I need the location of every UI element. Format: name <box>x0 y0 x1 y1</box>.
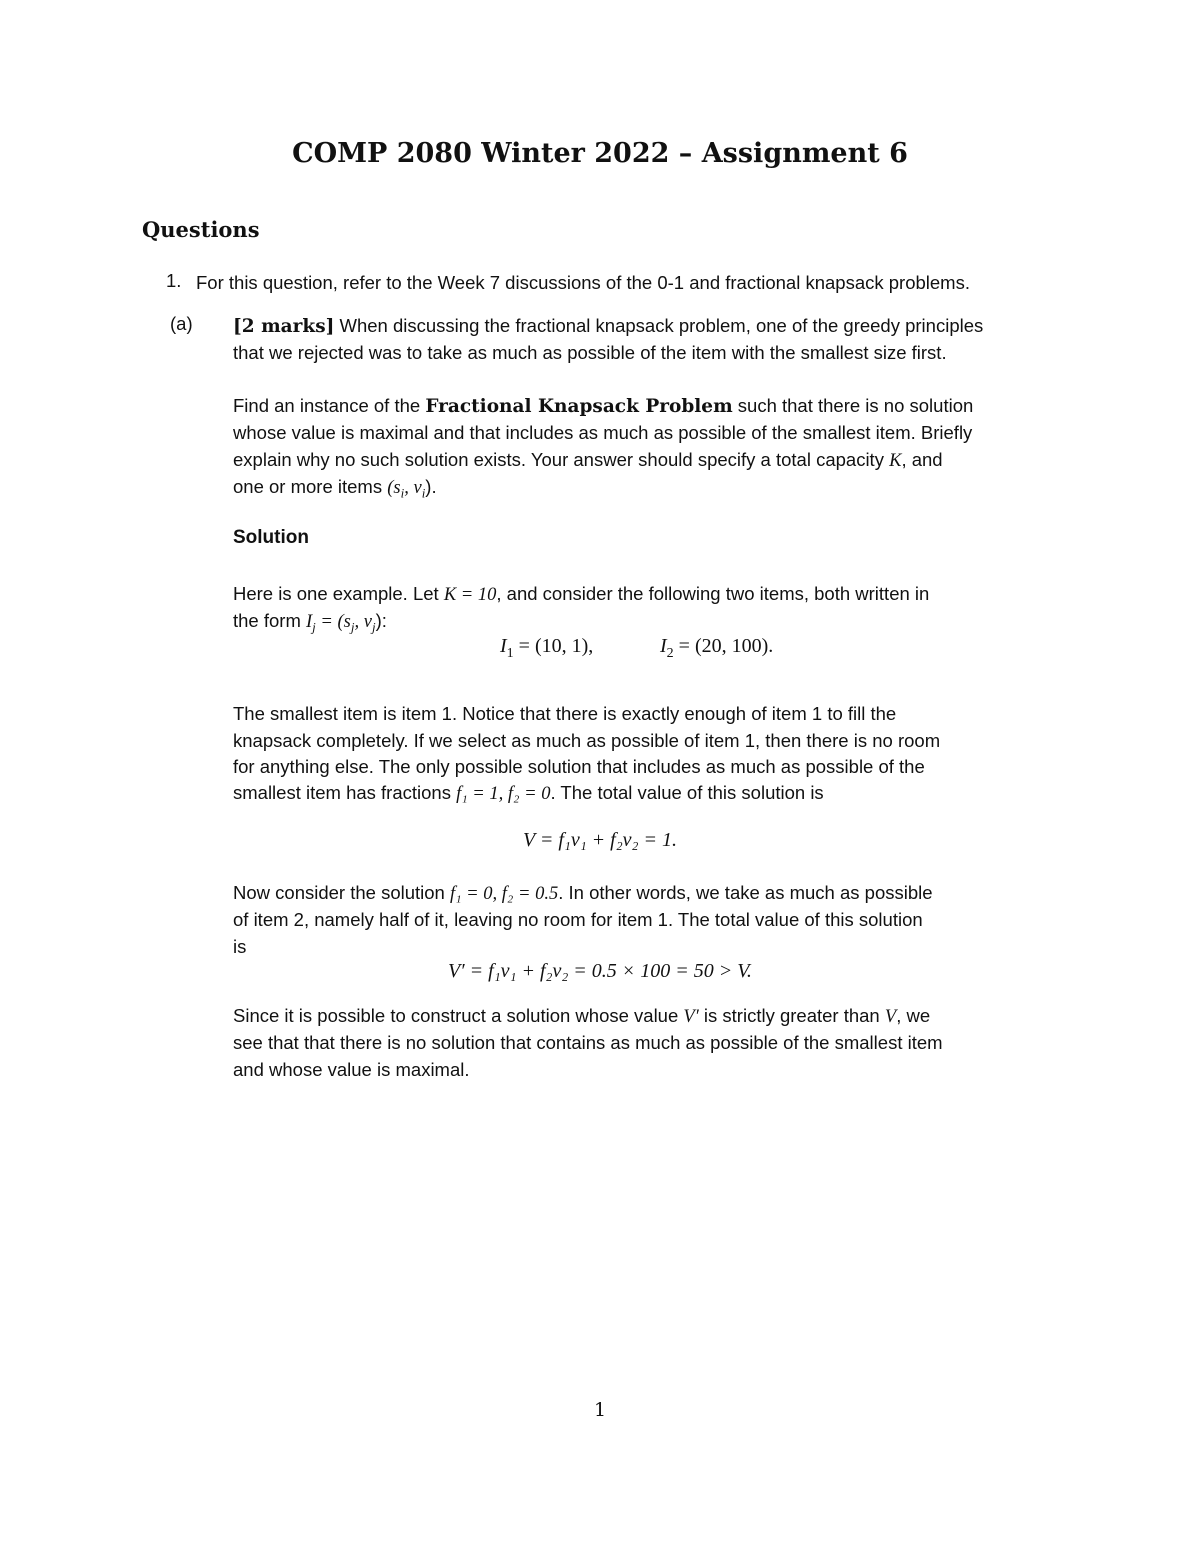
instruction-line-2: whose value is maximal and that includes as much as possible of the smallest item. Briefly <box>233 422 973 443</box>
math-text: I <box>306 612 313 632</box>
solution-line-9: is <box>233 936 247 957</box>
math-variable: I <box>660 635 667 657</box>
math-text: (s <box>387 478 401 498</box>
solution-text: Since it is possible to construct a solution whose value <box>233 1005 679 1026</box>
equation-value-v: V = f₁v₁ + f₂v₂ = 1. <box>522 829 678 851</box>
problem-name: Fractional Knapsack Problem <box>425 396 733 417</box>
math-subscript: j <box>312 619 316 635</box>
instruction-text: , and <box>901 449 943 470</box>
math-expression <box>387 478 426 501</box>
solution-line-5: for anything else. The only possible solution that includes as much as possible of the <box>233 756 925 777</box>
solution-text: , we <box>896 1005 931 1026</box>
math-text: , v <box>404 478 422 498</box>
instruction-text: one or more items <box>233 476 383 497</box>
math-variable: K <box>889 451 902 471</box>
solution-text: Now consider the solution <box>233 882 445 903</box>
math-variable: I <box>500 635 507 657</box>
page-number: 1 <box>593 1399 607 1421</box>
solution-line-2 <box>233 608 387 641</box>
math-variable: V <box>884 1007 897 1027</box>
subquestion-label: (a) <box>170 313 193 334</box>
math-expression: f₁ = 0, f₂ = 0.5 <box>449 884 559 904</box>
solution-heading: Solution <box>233 527 309 548</box>
math-subscript: i <box>400 485 405 501</box>
equation-items-2 <box>660 635 773 662</box>
math-text: = (10, 1), <box>513 635 594 657</box>
solution-line-12: and whose value is maximal. <box>233 1059 470 1080</box>
instruction-text: such that there is no solution <box>737 395 974 416</box>
instruction-line-3 <box>233 447 943 474</box>
solution-line-4: knapsack completely. If we select as much as possible of item 1, then there is no room <box>233 730 941 751</box>
instruction-text: explain why no such solution exists. Your answer should specify a total capacity <box>233 449 884 470</box>
equation-value-v-prime: V′ = f₁v₁ + f₂v₂ = 0.5 × 100 = 50 > V. <box>448 960 752 982</box>
solution-text: smallest item has fractions <box>233 782 451 803</box>
math-subscript: i <box>421 485 426 501</box>
solution-line-10 <box>233 1003 930 1030</box>
math-subscript: j <box>350 619 355 635</box>
solution-line-7 <box>233 880 933 907</box>
instruction-text: ). <box>425 476 437 497</box>
subquestion-a-line-1 <box>233 313 983 340</box>
solution-text: is strictly greater than <box>703 1005 880 1026</box>
math-expression <box>306 612 376 635</box>
math-text: , v <box>354 612 372 632</box>
solution-text: . The total value of this solution is <box>550 782 824 803</box>
instruction-text: Find an instance of the <box>233 395 421 416</box>
math-expression: K = 10 <box>443 585 497 605</box>
subquestion-a-line-1-text: When discussing the fractional knapsack problem, one of the greedy principles <box>339 315 984 336</box>
math-subscript: 2 <box>666 646 674 661</box>
solution-text: Here is one example. Let <box>233 583 439 604</box>
question-number: 1. <box>166 270 182 291</box>
marks-label: [2 marks] <box>233 316 335 337</box>
solution-line-1 <box>233 581 929 608</box>
solution-text: ): <box>375 610 387 631</box>
solution-line-11: see that that there is no solution that contains as much as possible of the smallest item <box>233 1032 943 1053</box>
solution-line-3: The smallest item is item 1. Notice that there is exactly enough of item 1 to fill the <box>233 703 897 724</box>
equation-items-1 <box>500 635 593 662</box>
solution-line-6 <box>233 780 824 807</box>
solution-line-8: of item 2, namely half of it, leaving no room for item 1. The total value of this solution <box>233 909 923 930</box>
math-expression: f₁ = 1, f₂ = 0 <box>456 784 551 804</box>
instruction-line-1 <box>233 393 973 420</box>
instruction-line-4 <box>233 474 437 507</box>
subquestion-a-line-2: that we rejected was to take as much as possible of the item with the smallest size first. <box>233 342 947 363</box>
math-subscript: j <box>371 619 376 635</box>
solution-text: the form <box>233 610 301 631</box>
math-subscript: 1 <box>506 646 514 661</box>
math-variable: V′ <box>683 1007 699 1027</box>
question-1-text: For this question, refer to the Week 7 discussions of the 0-1 and fractional knapsack problems. <box>196 272 970 293</box>
solution-text: . In other words, we take as much as possible <box>558 882 933 903</box>
page-title: COMP 2080 Winter 2022 – Assignment 6 <box>292 138 908 169</box>
math-text: = (20, 100). <box>673 635 774 657</box>
math-text: = (s <box>315 612 351 632</box>
solution-text: , and consider the following two items, both written in <box>496 583 930 604</box>
section-heading: Questions <box>142 217 260 242</box>
